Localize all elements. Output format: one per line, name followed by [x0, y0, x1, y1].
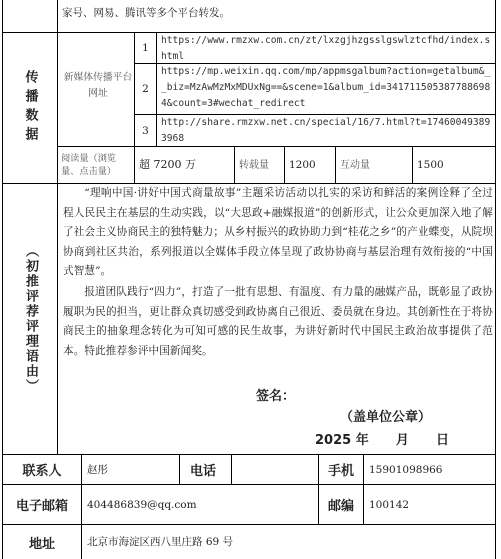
address-label: 地址: [28, 536, 55, 552]
divider: [231, 455, 232, 484]
review-paragraph-1: “理响中国·讲好中国式商量故事”主题采访活动以扎实的采访和鲜活的案例诠释了全过程人民民主在基层的生动实践，以“大思政+融媒报道”的创新形式，让公众更加深入地了解了社会主义协商民主的独特魅力；从乡村振兴的政协助力到“桂花之乡”的产业蝶变，从院坝协商到社区共治，系列报道以全媒体手段立体呈现了政协协商与基层治理有效衔接的“中国式智慧”。: [63, 187, 493, 277]
address-value: 北京市海淀区西八里庄路 69 号: [87, 536, 234, 548]
postcode-label: 邮编: [327, 499, 354, 514]
postcode-value: 100142: [369, 498, 410, 511]
email-label: 电子邮箱: [15, 499, 68, 514]
divider: [179, 455, 180, 484]
phone-value: [236, 455, 316, 484]
signature-label: 签名：: [256, 389, 296, 404]
reposts-value: 1200: [289, 159, 316, 171]
interactions-value: 1500: [417, 159, 444, 171]
divider: [57, 0, 58, 32]
top-text: 家号、网易、腾讯等多个平台转发。: [62, 7, 230, 19]
interactions-label: 互动量: [340, 159, 370, 171]
phone-label: 电话: [190, 464, 217, 479]
reposts-label: 转载量: [239, 159, 269, 171]
date-label: 2025 年 月 日: [315, 433, 450, 448]
mobile-label: 手机: [327, 464, 354, 479]
divider: [57, 184, 58, 454]
url-link-1[interactable]: https://www.rmzxw.com.cn/zt/lxzgjhzgsslgswlztcfhd/index.shtml: [161, 35, 491, 62]
new-media-label: 新媒体传播平台网址: [63, 72, 133, 99]
divider: [284, 147, 285, 183]
divider: [335, 147, 336, 183]
divider: [81, 455, 82, 559]
spread-section-label: 传播数据: [22, 70, 38, 146]
stamp-label: （盖单位公章）: [340, 410, 432, 425]
contact-label: 联系人: [22, 464, 62, 479]
url-link-2[interactable]: https://mp.weixin.qq.com/mp/appmsgalbum?action=getalbum&__biz=MzAwMzMxMDUxNg==&scene=1&album_id=3417115053877886984&count=3#wechat_redirect: [161, 66, 491, 109]
email-value: 404486839@qq.com: [87, 498, 197, 511]
divider: [156, 33, 157, 146]
url-num-1: 1: [142, 42, 149, 54]
review-section-label: （初推评荐评理语由）: [23, 244, 38, 394]
url-num-2: 2: [142, 83, 149, 95]
divider: [134, 147, 135, 183]
reads-value: 超 7200 万: [139, 158, 196, 171]
mobile-value: 15901098966: [369, 463, 443, 476]
url-link-3[interactable]: http://share.rmzxw.net.cn/special/16/7.html?t=174600493893968: [161, 117, 491, 144]
divider: [363, 455, 364, 524]
contact-value: 赵彤: [87, 463, 108, 476]
divider: [57, 33, 58, 183]
url-num-3: 3: [142, 124, 149, 137]
review-paragraph-2: 报道团队践行“四力”，打造了一批有思想、有温度、有力量的融媒产品，既彰显了政协履职为民的担当，更让群众真切感受到政协离自己很近、委员就在身边。其创新性在于将协商民主的抽象理念转化为可知可感的民生故事，为讲好新时代中国民主政治故事提供了范本。特此推荐参评中国新闻奖。: [63, 286, 493, 357]
reads-label: 阅读量（浏览量、点击量）: [61, 153, 117, 177]
divider: [234, 147, 235, 183]
divider: [412, 147, 413, 183]
